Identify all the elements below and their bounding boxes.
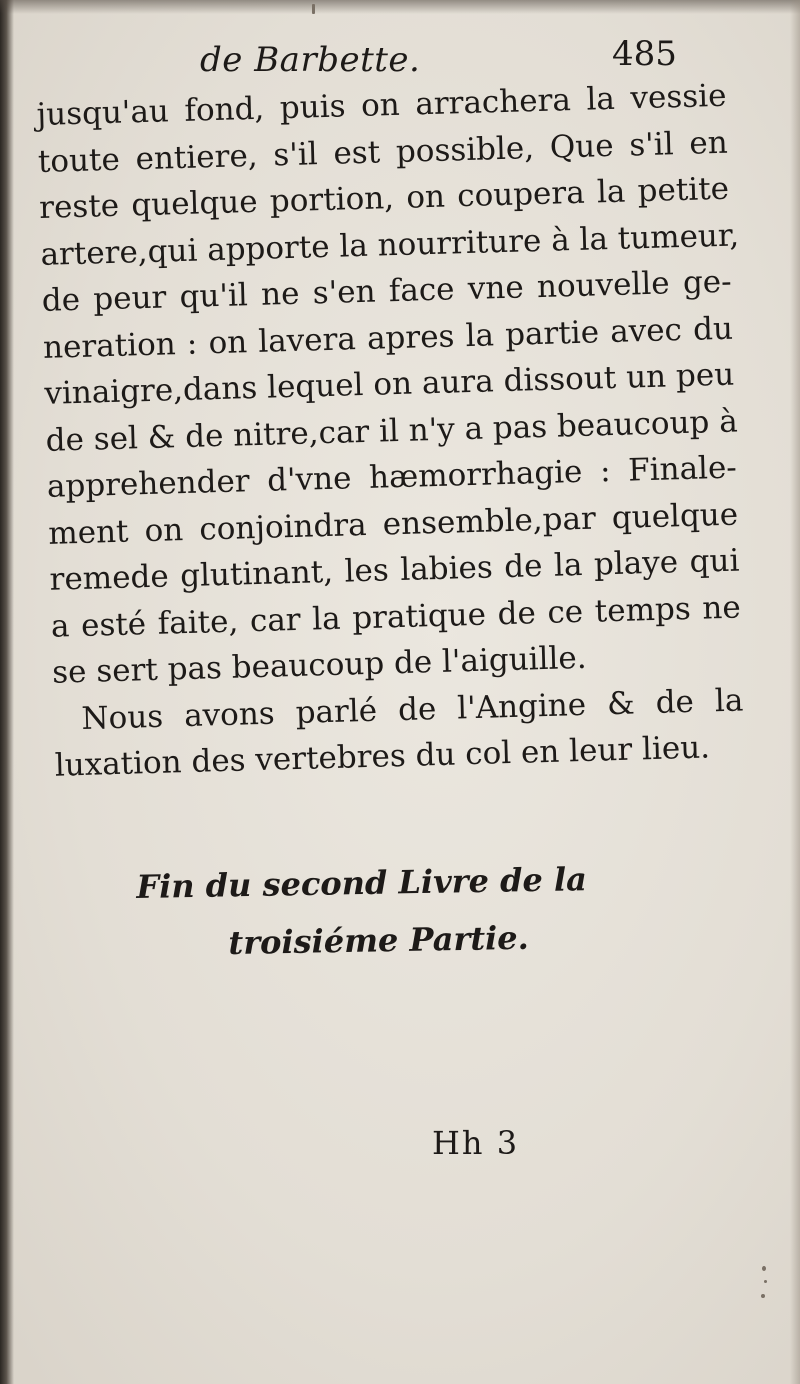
text-line: ment on conjoindra ensemble,par quelque: [47, 496, 739, 552]
text-line: se sert pas beaucoup de l'aiguille.: [51, 639, 588, 691]
paragraph-first-line: Nous avons parlé de l'Angine & de la: [81, 681, 744, 737]
text-line: luxation des vertebres du col en leur lieu.: [54, 729, 711, 784]
paper-speck: [761, 1294, 765, 1298]
text-line: a esté faite, car la pratique de ce temps ne: [50, 589, 742, 645]
colophon-line-2: troisiéme Partie.: [228, 918, 530, 962]
page-number: 485: [612, 34, 677, 74]
paper-speck: [764, 1280, 767, 1283]
text-line: remede glutinant, les labies de la playe qui: [49, 542, 740, 598]
text-line: artere,qui apporte la nourriture à la tumeur,: [40, 216, 740, 273]
binding-shadow: [0, 0, 14, 1384]
paper-speck: [312, 4, 315, 14]
running-head: de Barbette.: [200, 40, 421, 80]
text-line: de peur qu'il ne s'en face vne nouvelle ge-: [41, 263, 733, 319]
text-line: de sel & de nitre,car il n'y a pas beaucoup à: [45, 403, 739, 459]
signature-mark: Hh 3: [432, 1124, 520, 1162]
text-line: apprehender d'vne hæmorrhagie : Finale-: [46, 449, 738, 505]
text-line: neration : on lavera apres la partie avec du: [42, 310, 734, 366]
right-edge-shadow: [790, 0, 800, 1384]
colophon-line-1: Fin du second Livre de la: [136, 860, 588, 906]
body-text: [36, 73, 745, 789]
text-line: jusqu'au fond, puis on arrachera la vessie: [36, 77, 727, 133]
text-line: vinaigre,dans lequel on aura dissout un peu: [43, 356, 735, 412]
text-line: toute entiere, s'il est possible, Que s'il en: [37, 124, 729, 180]
text-line: reste quelque portion, on coupera la petite: [38, 170, 730, 226]
paper-speck: [762, 1266, 766, 1271]
top-edge-shadow: [0, 0, 800, 14]
